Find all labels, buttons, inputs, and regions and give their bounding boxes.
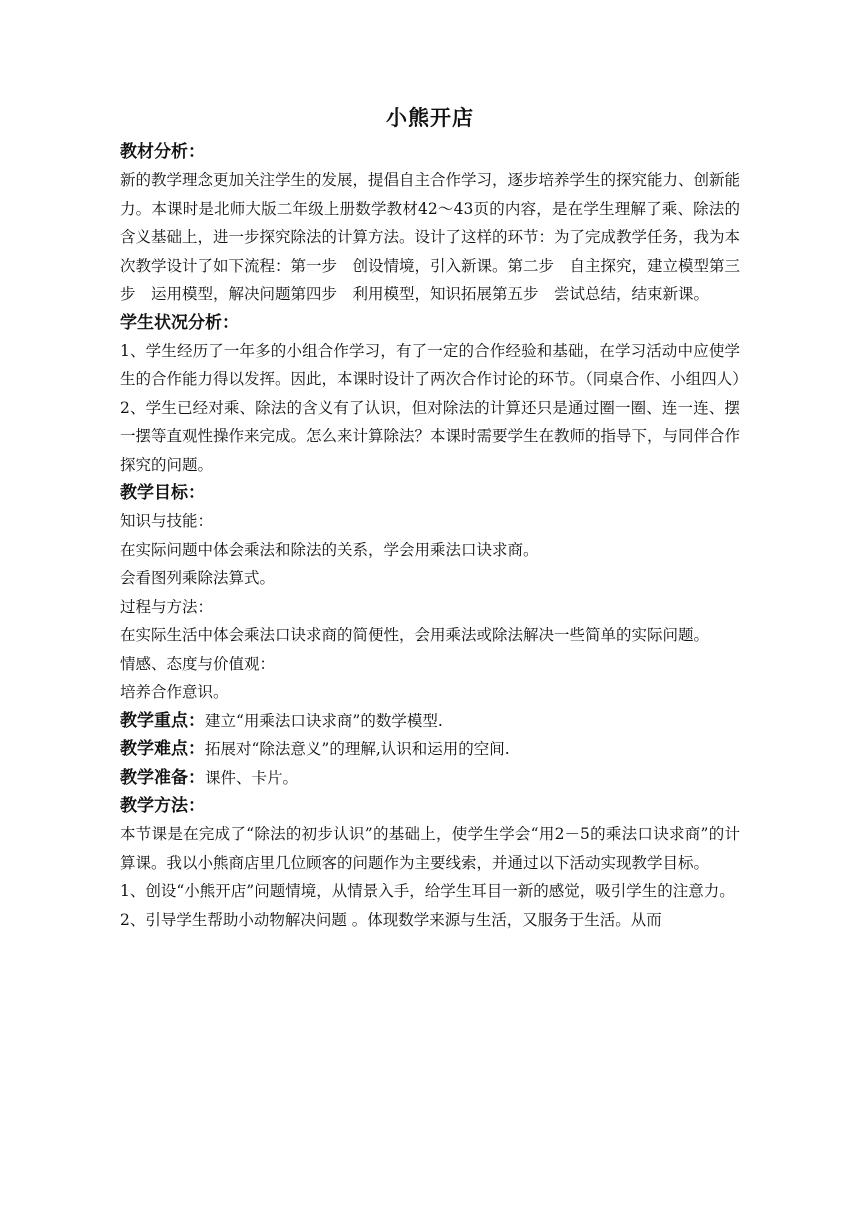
paragraph: 1、学生经历了一年多的小组合作学习，有了一定的合作经验和基础，在学习活动中应使学生的合作能力得以发挥。因此，本课时设计了两次合作讨论的环节。（同桌合作、小组四人） [120, 341, 748, 388]
paragraph: 新的教学理念更加关注学生的发展，提倡自主合作学习，逐步培养学生的探究能力、创新能力。本课时是北师大版二年级上册数学教材42～43页的内容，是在学生理解了乘、除法的含义基础上，进一步探究除法的计算方法。设计了这样的环节：为了完成教学任务，我为本次教学设计了如下流程：第一步 创设情境，引入新课。第二步 自主探究，建立模型第三步 运用模型，解决问题第四步 利用模型，知识拓展第五步 尝试总结，结束新课。 [120, 171, 741, 303]
key-point-value: 建立“用乘法口诀求商”的数学模型. [205, 711, 443, 730]
objective-line: 情感、态度与价值观： [120, 654, 276, 673]
paragraph: 1、创设“小熊开店”问题情境，从情景入手，给学生耳目一新的感觉，吸引学生的注意力。 [120, 882, 735, 900]
objective-line: 知识与技能： [120, 512, 214, 530]
preparation-row [120, 764, 740, 793]
objective-line: 在实际问题中体会乘法和除法的关系，学会用乘法口诀求商。 [120, 540, 539, 559]
objective-line: 过程与方法： [120, 597, 214, 616]
section-heading-methods: 教学方法： [120, 796, 205, 816]
difficulty-row [120, 735, 740, 764]
section-heading-material-analysis: 教材分析： [120, 142, 205, 162]
section-heading-student-analysis: 学生状况分析： [120, 312, 239, 333]
preparation-value: 课件、卡片。 [205, 768, 299, 787]
objective-line: 在实际生活中体会乘法口诀求商的简便性，会用乘法或除法解决一些简单的实际问题。 [120, 626, 710, 644]
section-heading-objectives: 教学目标： [120, 483, 205, 503]
preparation-label: 教学准备： [120, 767, 205, 788]
paragraph: 本节课是在完成了“除法的初步认识”的基础上，使学生学会“用2－5的乘法口诀求商”的计算课。我以小熊商店里几位顾客的问题作为主要线索，并通过以下活动实现教学目标。 [120, 825, 740, 872]
key-point-label: 教学重点： [120, 710, 205, 731]
paragraph: 2、学生已经对乘、除法的含义有了认识，但对除法的计算还只是通过圈一圈、连一连、摆一摆等直观性操作来完成。怎么来计算除法？本课时需要学生在教师的指导下，与同伴合作探究的问题。 [120, 398, 741, 474]
key-point-row [120, 707, 740, 736]
difficulty-label: 教学难点： [120, 739, 205, 759]
page-title: 小熊开店 [386, 105, 474, 130]
difficulty-value: 拓展对“除法意义”的理解,认识和运用的空间. [205, 740, 510, 758]
objective-line: 会看图列乘除法算式。 [120, 569, 276, 587]
objective-line: 培养合作意识。 [120, 683, 229, 701]
document-body [120, 98, 748, 934]
paragraph: 2、引导学生帮助小动物解决问题 。体现数学来源与生活，又服务于生活。从而 [120, 910, 662, 929]
